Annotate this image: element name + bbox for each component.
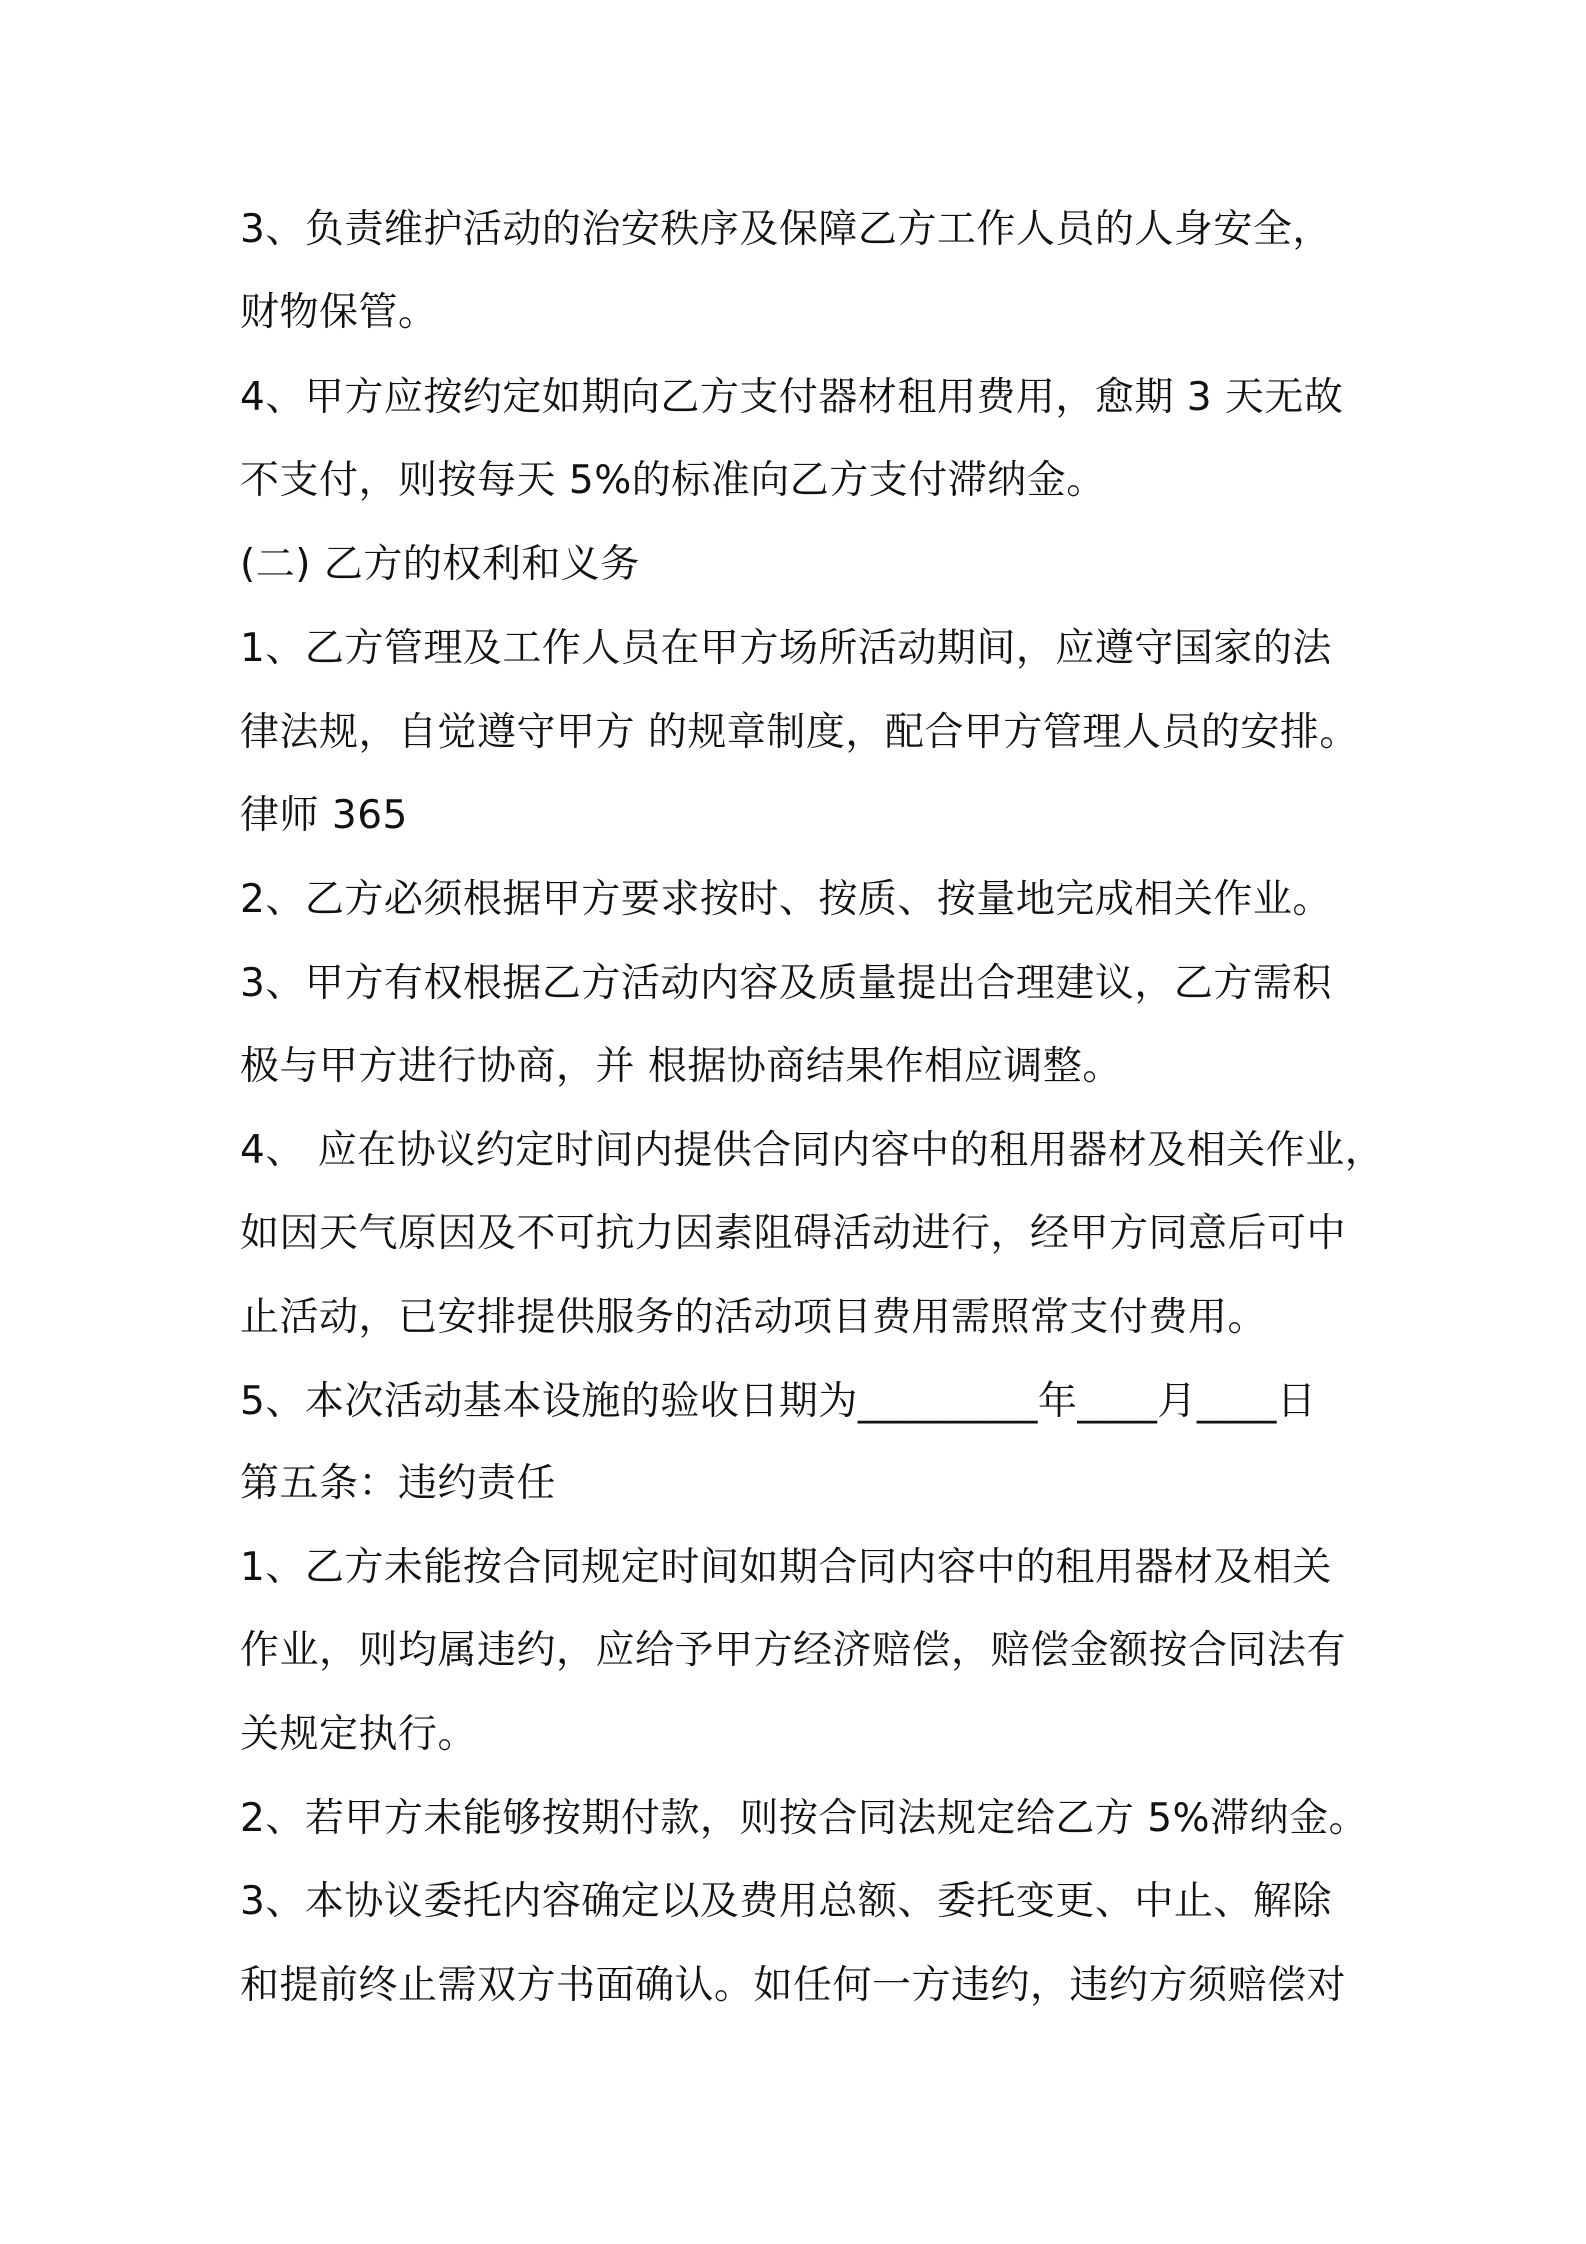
text-line: 作业，则均属违约，应给予甲方经济赔偿，赔偿金额按合同法有 (240, 1628, 1347, 1673)
text-line: 3、甲方有权根据乙方活动内容及质量提出合理建议，乙方需积 (240, 961, 1332, 1006)
text-line: 4、甲方应按约定如期向乙方支付器材租用费用，愈期 3 天无故 (240, 375, 1344, 420)
text-line: 和提前终止需双方书面确认。如任何一方违约，违约方须赔偿对 (240, 1963, 1347, 2008)
text-line: 律师 365 (240, 793, 408, 838)
text-line: 如因天气原因及不可抗力因素阻碍活动进行，经甲方同意后可中 (240, 1211, 1347, 1256)
text-line: 不支付，则按每天 5%的标准向乙方支付滞纳金。 (240, 458, 1106, 503)
text-line: 2、乙方必须根据甲方要求按时、按质、按量地完成相关作业。 (240, 877, 1332, 922)
text-line: 极与甲方进行协商，并 根据协商结果作相应调整。 (240, 1044, 1122, 1089)
text-line: 2、若甲方未能够按期付款，则按合同法规定给乙方 5%滞纳金。 (240, 1796, 1369, 1841)
text-line: 财物保管。 (240, 290, 438, 335)
text-line: 4、 应在协议约定时间内提供合同内容中的租用器材及相关作业， (240, 1128, 1385, 1173)
text-line: 1、乙方未能按合同规定时间如期合同内容中的租用器材及相关 (240, 1545, 1332, 1590)
text-line: 5、本次活动基本设施的验收日期为_________年____月____日 (240, 1379, 1317, 1424)
text-line: 律法规，自觉遵守甲方 的规章制度，配合甲方管理人员的安排。 (240, 710, 1359, 755)
text-line: 止活动，已安排提供服务的活动项目费用需照常支付费用。 (240, 1295, 1268, 1340)
text-line: 1、乙方管理及工作人员在甲方场所活动期间，应遵守国家的法 (240, 626, 1332, 671)
section-heading: (二) 乙方的权利和义务 (240, 542, 640, 587)
text-line: 关规定执行。 (240, 1712, 478, 1757)
text-line: 3、本协议委托内容确定以及费用总额、委托变更、中止、解除 (240, 1879, 1332, 1924)
section-heading: 第五条：违约责任 (240, 1461, 557, 1506)
text-line: 3、负责维护活动的治安秩序及保障乙方工作人员的人身安全， (240, 207, 1332, 252)
